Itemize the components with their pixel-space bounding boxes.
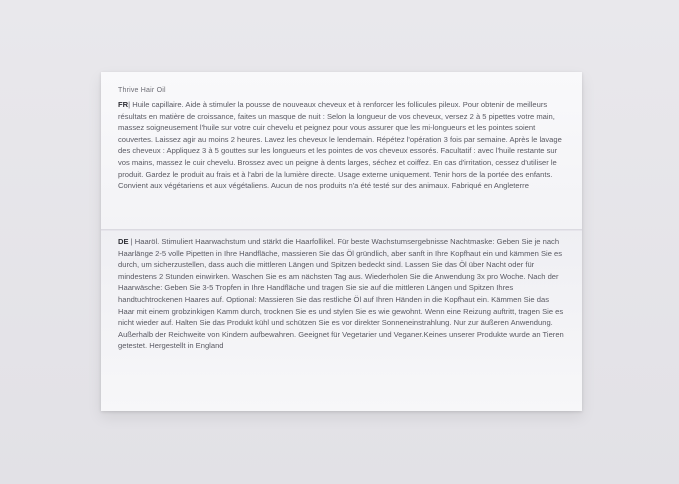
french-text: Huile capillaire. Aide à stimuler la pousse de nouveaux cheveux et à renforcer les follicules pileux. Pour obtenir de meilleurs résultats en matière de croissance, faites un masque de nuit : Selon la longueur de vos cheveux, versez 2 à 5 pipettes votre main, massez soigneusement l'huile sur votre cuir chevelu et peignez pour vous assurer que les mi-longueurs et les pointes soient couvertes. Laissez agir au moins 2 heures. Lavez les cheveux le lendemain. Répétez l'opération 3 fois par semaine. Après le lavage des cheveux : Appliquez 3 à 5 gouttes sur les longueurs et les pointes de vos cheveux essorés. Facultatif : avec l'huile restante sur vos mains, massez le cuir chevelu. Brossez avec un peigne à dents larges, séchez et coiffez. En cas d'irritation, cessez d'utiliser le produit. Gardez le produit au frais et à l'abri de la lumière directe. Usage externe uniquement. Tenir hors de la portée des enfants. Convient aux végétariens et aux végétaliens. Aucun de nos produits n'a été testé sur des animaux. Fabriqué en Angleterre bbox=[118, 100, 562, 191]
lang-separator-de: | bbox=[128, 237, 135, 246]
instruction-card bbox=[101, 72, 582, 411]
product-name: Thrive Hair Oil bbox=[118, 87, 166, 94]
german-text: Haaröl. Stimuliert Haarwachstum und stärkt die Haarfollikel. Für beste Wachstumsergebnisse Nachtmaske: Geben Sie je nach Haarlänge 2-5 volle Pipetten in Ihre Handfläche, massieren Sie das Öl gründlich, aber sanft in Ihre Kopfhaut ein und kämmen Sie es durch, um sicherzustellen, dass auch die mittleren Längen und Spitzen bedeckt sind. Lassen Sie das Öl über Nacht oder für mindestens 2 Stunden einwirken. Waschen Sie es am nächsten Tag aus. Wiederholen Sie die Anwendung 3x pro Woche. Nach der Haarwäsche: Geben Sie 3-5 Tropfen in Ihre Handfläche und tragen Sie sie auf die mittleren Längen und Spitzen Ihres handtuchtrockenen Haares auf. Optional: Massieren Sie das restliche Öl auf Ihren Händen in die Kopfhaut ein. Kämmen Sie das Haar mit einem grobzinkigen Kamm durch, trocknen Sie es und stylen Sie es wie gewohnt. Wenn eine Reizung auftritt, tragen Sie es nicht wieder auf. Halten Sie das Produkt kühl und schützen Sie es vor direkter Sonneneinstrahlung. Nur zur äußeren Anwendung. Außerhalb der Reichweite von Kindern aufbewahren. Geeignet für Vegetarier und Veganer.Keines unserer Produkte wurde an Tieren getestet. Hergestellt in England bbox=[118, 237, 564, 351]
french-instructions bbox=[118, 99, 566, 192]
german-instructions bbox=[118, 236, 566, 352]
lang-code-fr: FR bbox=[118, 100, 129, 109]
lang-separator-fr: | bbox=[128, 100, 133, 109]
lang-code-de: DE bbox=[118, 237, 129, 246]
